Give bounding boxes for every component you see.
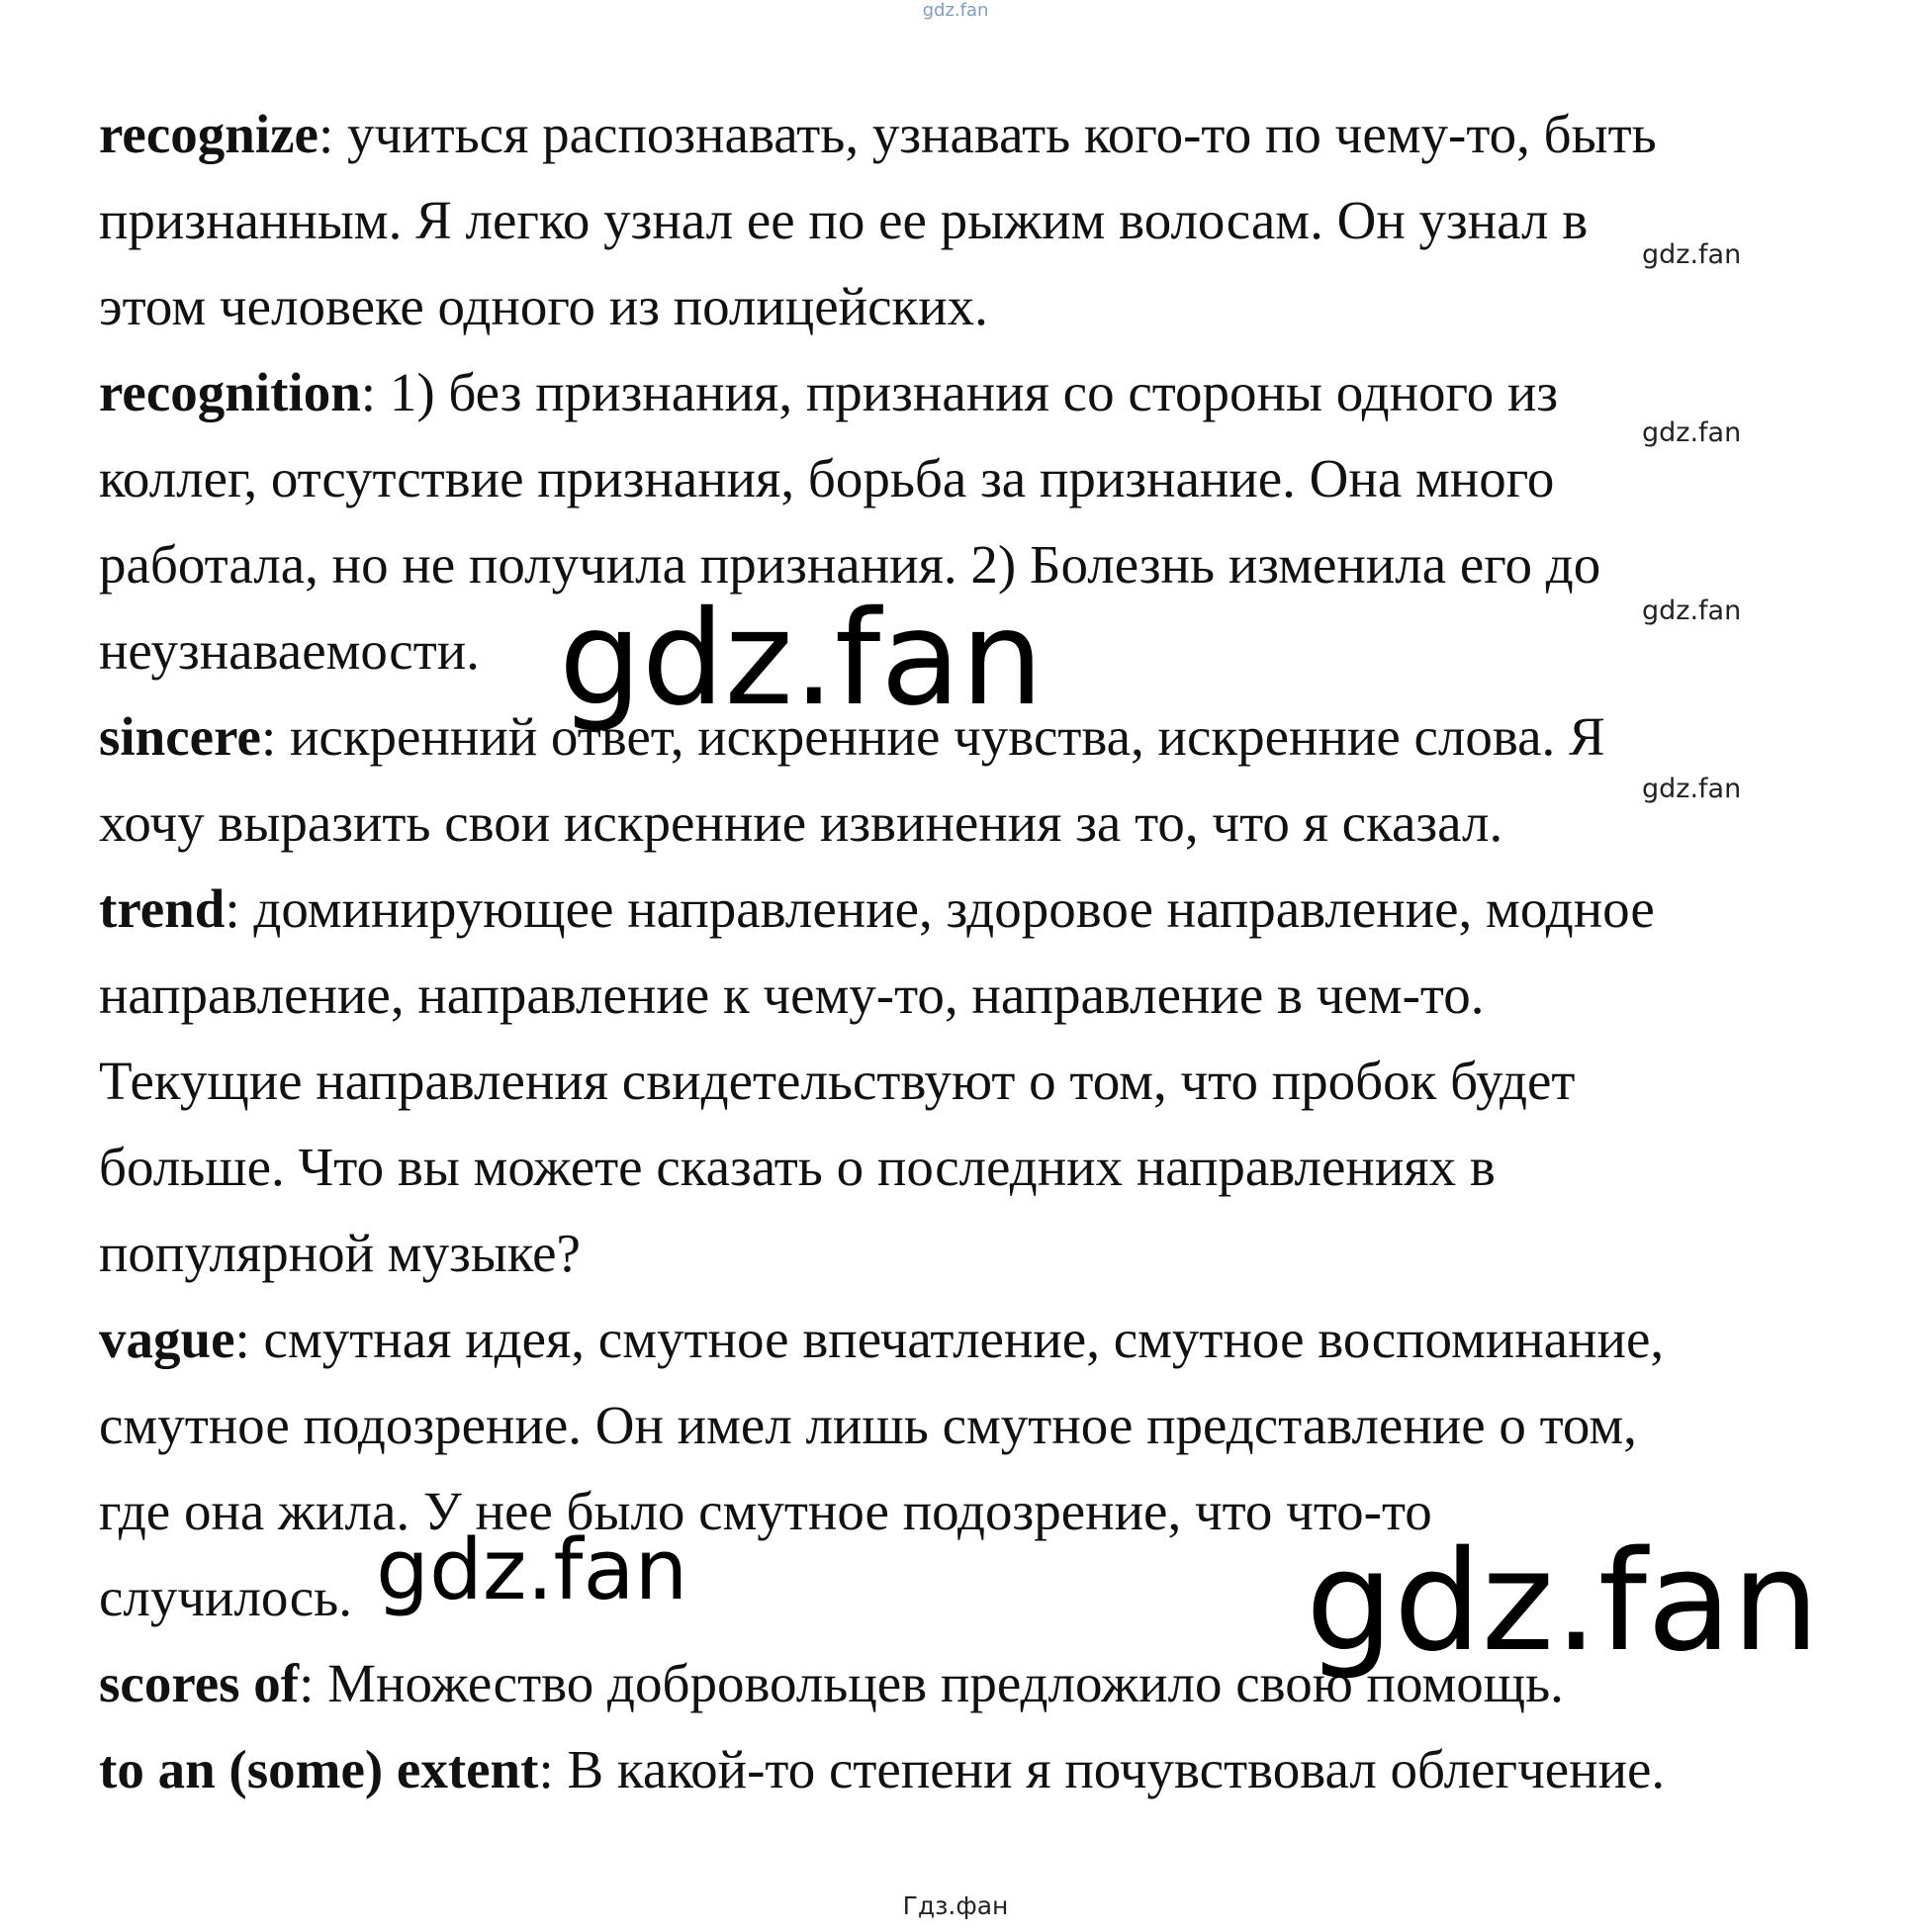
entry-line — [99, 866, 1800, 952]
definition-text: хочу выразить свои искренние извинения за то, что я сказал. — [99, 792, 1503, 853]
term-scores-of: scores of — [99, 1653, 300, 1713]
definition-text: коллег, отсутствие признания, борьба за признание. Она много — [99, 448, 1555, 508]
entry-line — [99, 1124, 1800, 1210]
watermark-small: gdz.fan — [1642, 596, 1742, 626]
footer-watermark: Гдз.фан — [902, 1891, 1009, 1920]
header-watermark: gdz.fan — [922, 0, 989, 21]
term-recognize: recognize — [99, 104, 318, 164]
definition-text: Текущие направления свидетельствуют о том, что пробок будет — [99, 1051, 1576, 1111]
term-recognition: recognition — [99, 362, 361, 422]
watermark-medium: gdz.fan — [376, 1521, 688, 1619]
definition-text: : искренний ответ, искренние чувства, искренние слова. Я — [260, 706, 1605, 767]
entry-line — [99, 177, 1800, 263]
definition-text: : смутная идея, смутное впечатление, смутное воспоминание, — [234, 1309, 1665, 1369]
definition-text: направление, направление к чему-то, направление в чем-то. — [99, 965, 1485, 1025]
definition-text: популярной музыке? — [99, 1223, 581, 1283]
entry-line — [99, 1296, 1800, 1382]
definition-text: смутное подозрение. Он имел лишь смутное представление о том, — [99, 1395, 1637, 1455]
definition-text: больше. Что вы можете сказать о последних направлениях в — [99, 1137, 1496, 1197]
definition-text: признанным. Я легко узнал ее по ее рыжим волосам. Он узнал в — [99, 190, 1589, 250]
watermark-small: gdz.fan — [1642, 417, 1742, 448]
entry-line — [99, 1210, 1800, 1296]
entry-line — [99, 91, 1800, 177]
watermark-small: gdz.fan — [1642, 774, 1742, 804]
term-to-an-some-extent: to an (some) extent — [99, 1739, 539, 1799]
entry-line — [99, 780, 1800, 866]
watermark-large: gdz.fan — [559, 583, 1044, 735]
entry-line — [99, 435, 1800, 521]
entry-line — [99, 1382, 1800, 1468]
watermark-small: gdz.fan — [1642, 239, 1742, 270]
definition-text: этом человеке одного из полицейских. — [99, 276, 988, 336]
term-trend: trend — [99, 878, 226, 939]
definition-text: работала, но не получила признания. 2) Болезнь изменила его до — [99, 534, 1601, 595]
term-sincere: sincere — [99, 706, 261, 767]
definition-text: : Множество добровольцев предложило свою помощь. — [299, 1653, 1564, 1713]
entry-line — [99, 1038, 1800, 1124]
watermark-large: gdz.fan — [1306, 1521, 1820, 1683]
definition-text: : 1) без признания, признания со стороны одного из — [360, 362, 1559, 422]
definition-text: неузнаваемости. — [99, 620, 480, 681]
definition-text: где она жила. У нее было смутное подозрение, что что-то — [99, 1481, 1432, 1541]
entry-line — [99, 1726, 1800, 1812]
definition-text: : В какой-то степени я почувствовал облегчение. — [538, 1739, 1666, 1799]
definition-text: : учиться распознавать, узнавать кого-то по чему-то, быть — [318, 104, 1657, 164]
entry-line — [99, 263, 1800, 349]
definition-text: : доминирующее направление, здоровое направление, модное — [225, 878, 1655, 939]
entry-line — [99, 349, 1800, 435]
entry-line — [99, 952, 1800, 1038]
definition-text: случилось. — [99, 1567, 353, 1627]
term-vague: vague — [99, 1309, 235, 1369]
